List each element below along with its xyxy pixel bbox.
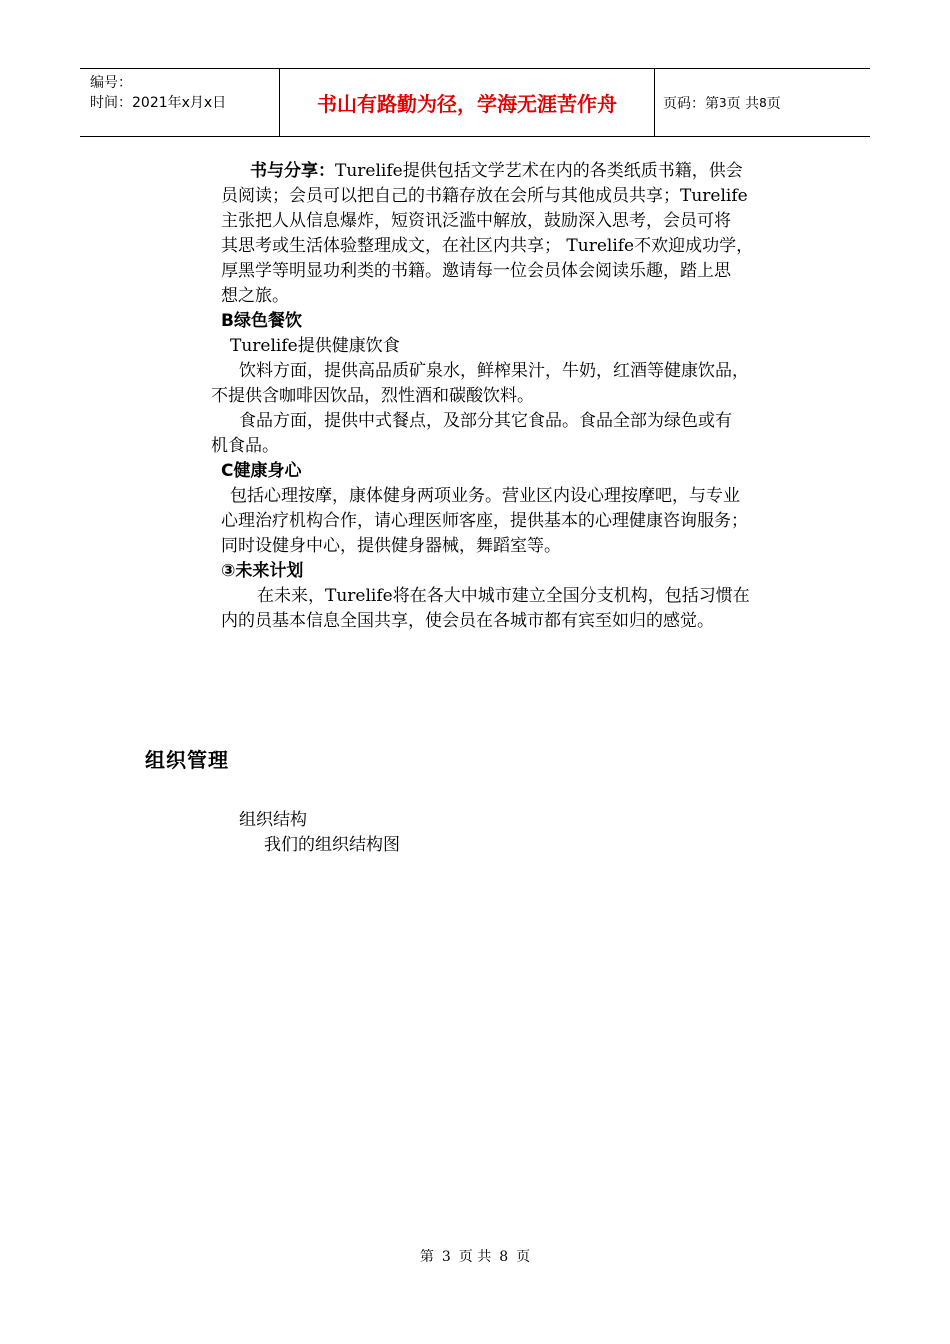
future-line-1: 在未来，Turelife将在各大中城市建立全国分支机构，包括习惯在: [257, 586, 750, 606]
footer-page-number: 3: [441, 1249, 451, 1265]
future-line-2: 内的员基本信息全国共享，使会员在各城市都有宾至如归的感觉。: [221, 611, 714, 631]
section-b-heading: B绿色餐饮: [221, 311, 302, 331]
footer-page-total: 8: [499, 1249, 509, 1265]
header-motto: 书山有路勤为径，学海无涯苦作舟: [280, 69, 655, 136]
books-line-1: 书与分享：Turelife提供包括文学艺术在内的各类纸质书籍，供会: [250, 161, 743, 181]
food-line-2: 机食品。: [211, 436, 279, 456]
org-chart-caption: 我们的组织结构图: [264, 835, 400, 855]
books-line-4: 其思考或生活体验整理成文，在社区内共享； Turelife不欢迎成功学，: [221, 236, 754, 256]
section-c-line-2: 心理治疗机构合作，请心理医师客座，提供基本的心理健康咨询服务；: [221, 511, 748, 531]
org-structure-label: 组织结构: [239, 810, 307, 830]
page-header: [80, 68, 870, 137]
serial-label: 编号：: [90, 75, 132, 91]
books-line-2: 员阅读；会员可以把自己的书籍存放在会所与其他成员共享；Turelife: [221, 186, 748, 206]
section-c-heading: C健康身心: [221, 461, 302, 481]
header-page-number: 3: [719, 95, 727, 110]
books-line-5: 厚黑学等明显功利类的书籍。邀请每一位会员体会阅读乐趣，踏上思: [221, 261, 731, 281]
drink-line-1: 饮料方面，提供高品质矿泉水，鲜榨果汁，牛奶，红酒等健康饮品，: [239, 361, 749, 381]
books-line-6: 想之旅。: [221, 286, 289, 306]
org-section-title: 组织管理: [145, 748, 229, 772]
section-c-line-3: 同时设健身中心，提供健身器械，舞蹈室等。: [221, 536, 561, 556]
page-footer: 第 3 页 共 8 页: [419, 1249, 531, 1265]
books-line-3: 主张把人从信息爆炸，短资讯泛滥中解放，鼓励深入思考，会员可将: [221, 211, 731, 231]
food-line-1: 食品方面，提供中式餐点，及部分其它食品。食品全部为绿色或有: [239, 411, 732, 431]
drink-line-2: 不提供含咖啡因饮品，烈性酒和碳酸饮料。: [211, 386, 534, 406]
future-heading: ③未来计划: [221, 561, 304, 581]
section-b-intro: Turelife提供健康饮食: [230, 336, 400, 356]
header-page-info: 页码：第 3 页 共 8 页: [663, 95, 781, 112]
books-label: 书与分享：: [250, 161, 335, 181]
section-c-line-1: 包括心理按摩，康体健身两项业务。营业区内设心理按摩吧，与专业: [230, 486, 740, 506]
header-page-total: 8: [759, 95, 767, 110]
header-meta: [80, 69, 280, 136]
time-label: 时间：2021年x月x日: [90, 95, 227, 111]
